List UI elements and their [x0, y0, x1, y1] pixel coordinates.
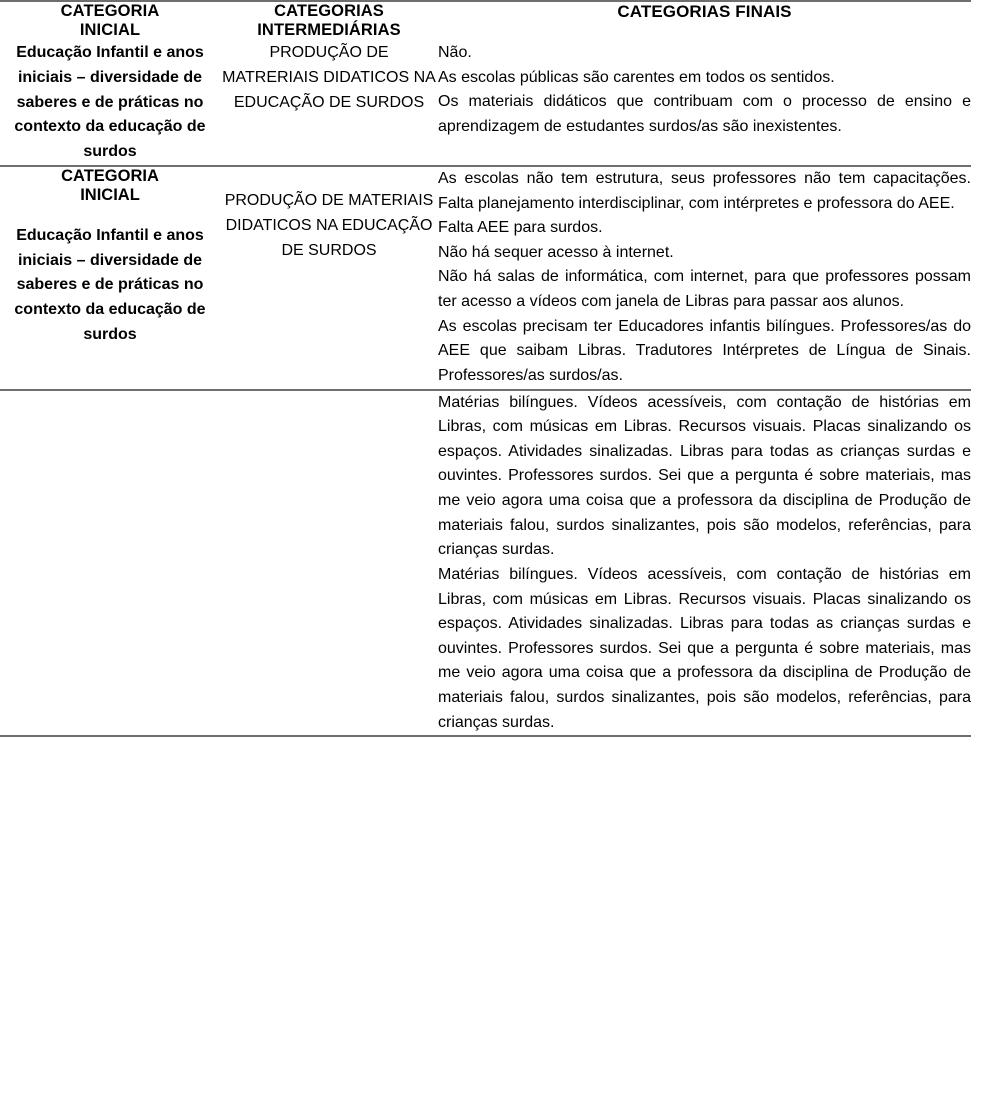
header-categoria-inicial-line1: CATEGORIA [60, 2, 160, 20]
header-categoria-inicial-line2: INICIAL [79, 21, 141, 40]
table-header-row [0, 1, 971, 41]
header-cell-categorias-finais [438, 1, 971, 41]
row1-categoria-intermediaria-cell [220, 41, 438, 166]
row2-categoria-intermediaria-text: PRODUÇÃO DE MATERIAIS DIDATICOS NA EDUCAÇÃO DE SURDOS [224, 191, 434, 259]
row2-categorias-finais-cell [438, 166, 971, 390]
row1-paragraph-1: Não. [438, 43, 472, 61]
row2-categoria-inicial-title-line2: INICIAL [80, 186, 140, 205]
row2-categoria-inicial-text: Educação Infantil e anos iniciais – diversidade de saberes e de práticas no contexto da educação de surdos [14, 226, 206, 344]
row3-paragraph-1: Matérias bilíngues. Vídeos acessíveis, com contação de histórias em Libras, com músicas em Libras. Recursos visuais. Placas sinalizando os espaços. Atividades sinalizadas. Libras para todas as crianças surdas e ouvintes. Professores surdos. Sei que a pergunta é sobre materiais, mas me veio agora uma coisa que a professora da disciplina de Produção de materiais falou, surdos sinalizantes, pois são modelos, referências, para crianças surdas. [438, 393, 971, 559]
row2-categoria-intermediaria-cell [220, 166, 438, 390]
row4-categorias-finais-cell [438, 563, 971, 736]
row4-categoria-inicial-cell [0, 563, 220, 736]
row1-categorias-finais-cell [438, 41, 971, 166]
header-categorias-intermediarias-line1: CATEGORIAS [274, 2, 384, 20]
header-categorias-finais-label: CATEGORIAS FINAIS [617, 2, 792, 21]
row2-paragraph-5: As escolas precisam ter Educadores infantis bilíngues. Professores/as do AEE que saibam Libras. Tradutores Intérpretes de Língua de Sinais. Professores/as surdos/as. [438, 317, 971, 384]
row4-paragraph-1: Matérias bilíngues. Vídeos acessíveis, com contação de histórias em Libras, com músicas em Libras. Recursos visuais. Placas sinalizando os espaços. Atividades sinalizadas. Libras para todas as crianças surdas e ouvintes. Professores surdos. Sei que a pergunta é sobre materiais, mas me veio agora uma coisa que a professora da disciplina de Produção de materiais falou, surdos sinalizantes, pois são modelos, referências, para crianças surdas. [438, 565, 971, 731]
row2-categoria-inicial-title [0, 167, 220, 224]
header-categorias-intermediarias-line2: INTERMEDIÁRIAS [257, 21, 401, 40]
row2-paragraph-2: Falta AEE para surdos. [438, 219, 603, 237]
table-row [0, 563, 971, 736]
row1-categoria-intermediaria-text: PRODUÇÃO DE MATRERIAIS DIDATICOS NA EDUCAÇÃO DE SURDOS [222, 43, 436, 111]
row1-categoria-inicial-text: Educação Infantil e anos iniciais – diversidade de saberes e de práticas no contexto da educação de surdos [14, 43, 206, 161]
row2-paragraph-4: Não há salas de informática, com internet, para que professores possam ter acesso a vídeos com janela de Libras para passar aos alunos. [438, 268, 971, 311]
header-cell-categorias-intermediarias [220, 1, 438, 41]
header-cell-categoria-inicial [0, 1, 220, 41]
row3-categorias-finais-cell [438, 390, 971, 563]
row2-categoria-inicial-title-line1: CATEGORIA [61, 166, 159, 185]
row3-categoria-inicial-cell [0, 390, 220, 563]
table-row [0, 166, 971, 390]
table-row [0, 390, 971, 563]
row2-paragraph-1: As escolas não tem estrutura, seus professores não tem capacitações. Falta planejamento interdisciplinar, com intérpretes e professora do AEE. [438, 169, 971, 212]
row4-categoria-intermediaria-cell [220, 563, 438, 736]
table-row [0, 41, 971, 166]
row1-paragraph-3: Os materiais didáticos que contribuam com o processo de ensino e aprendizagem de estudantes surdos/as são inexistentes. [438, 93, 971, 135]
row2-paragraph-3: Não há sequer acesso à internet. [438, 243, 674, 261]
row3-categoria-intermediaria-cell [220, 390, 438, 563]
row2-categoria-inicial-cell [0, 166, 220, 390]
row1-paragraph-2: As escolas públicas são carentes em todos os sentidos. [438, 68, 835, 86]
row1-categoria-inicial-cell [0, 41, 220, 166]
